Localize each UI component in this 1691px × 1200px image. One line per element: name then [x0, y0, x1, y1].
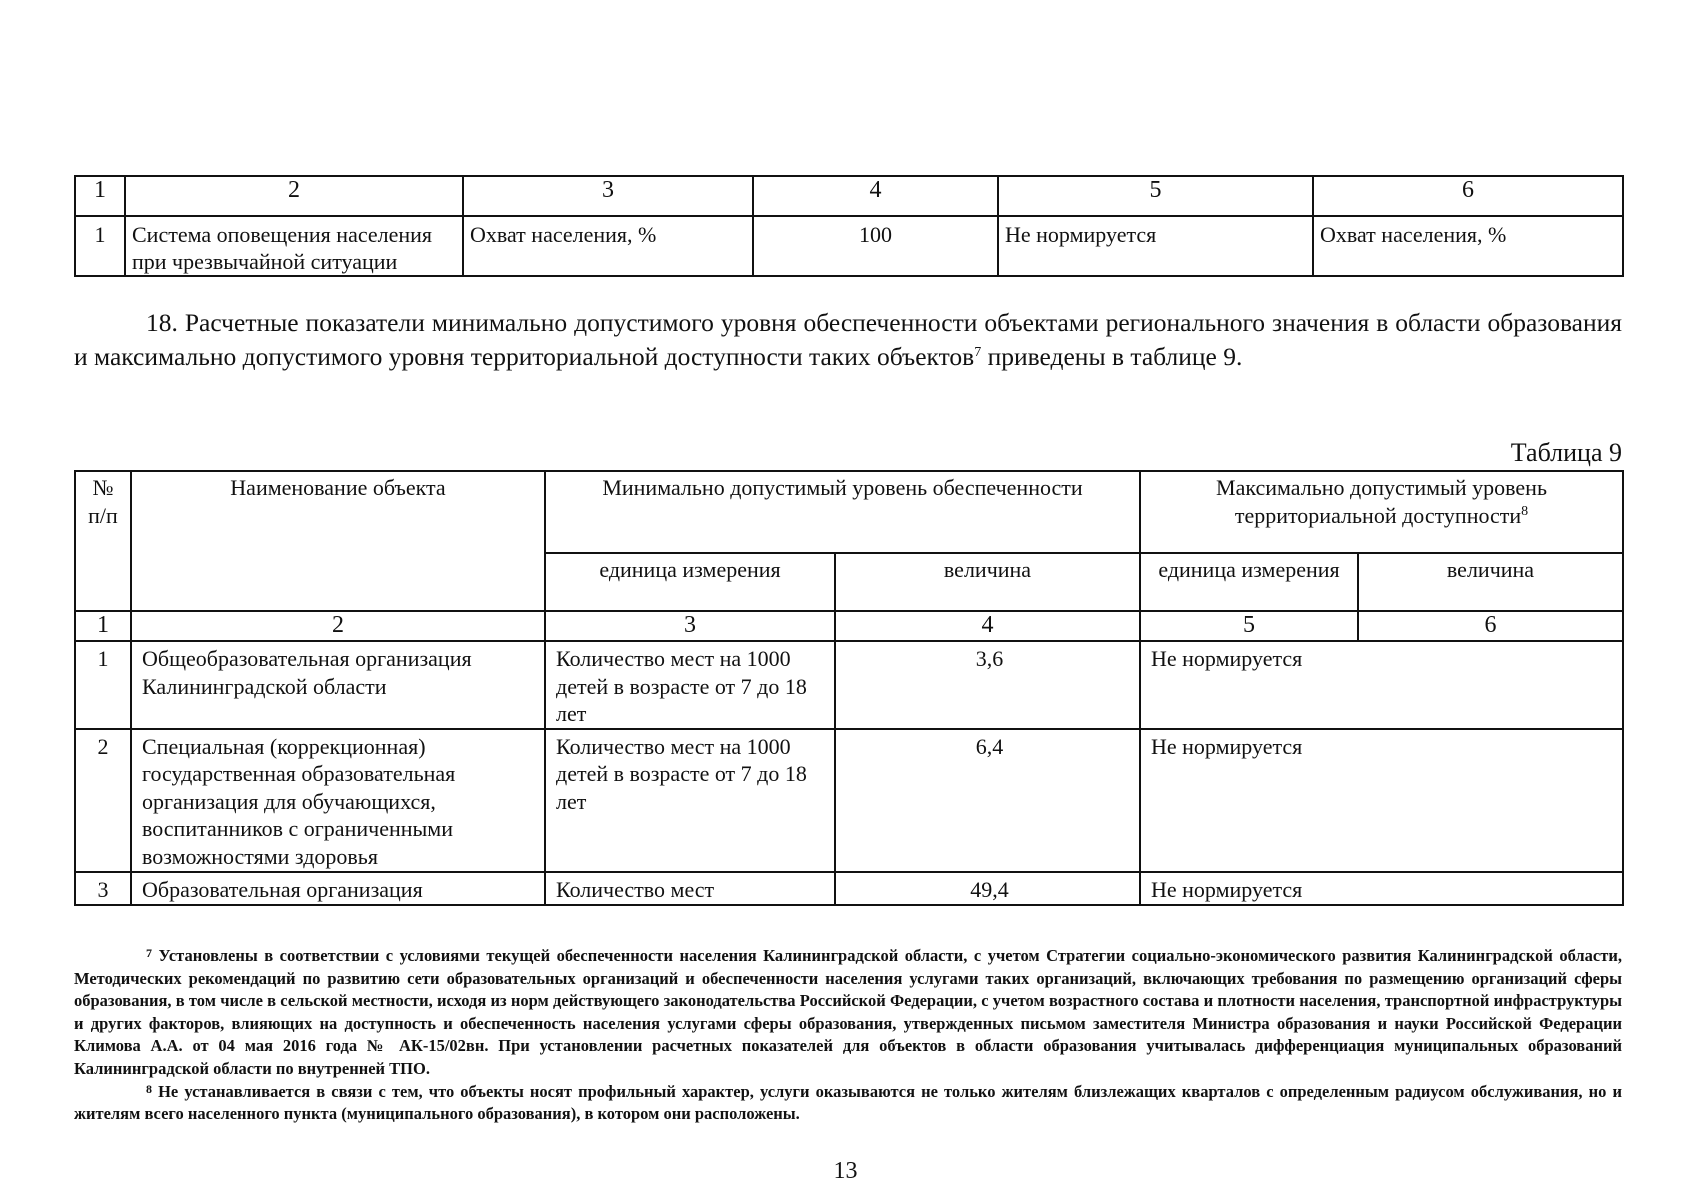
table-row — [75, 872, 1623, 905]
access-cell: Не нормируется — [998, 216, 1313, 276]
col-number: 3 — [545, 611, 835, 641]
header-unit: единица измерения — [545, 553, 835, 611]
paragraph-text-end: приведены в таблице 9. — [981, 342, 1243, 371]
row-number: 1 — [75, 216, 125, 276]
footnote-mark: 8 — [146, 1081, 152, 1096]
col-number: 5 — [1140, 611, 1358, 641]
table-header-row — [75, 176, 1623, 216]
unit-cell: Количество мест на 1000 детей в возрасте от 7 до 18 лет — [545, 641, 835, 729]
object-name: Специальная (коррекционная) государственная образовательная организация для обучающихся, воспитанников с ограниченными возможностями здоровья — [131, 729, 545, 872]
unit-cell: Количество мест на 1000 детей в возрасте от 7 до 18 лет — [545, 729, 835, 872]
col-number: 6 — [1313, 176, 1623, 216]
header-min-level: Минимально допустимый уровень обеспеченности — [545, 471, 1140, 553]
object-name: Общеобразовательная организация Калининградской области — [131, 641, 545, 729]
header-max-level — [1140, 471, 1623, 553]
access-cell: Не нормируется — [1140, 729, 1623, 872]
unit-cell: Охват населения, % — [463, 216, 753, 276]
paragraph-text: 18. Расчетные показатели минимально допустимого уровня обеспеченности объектами регионального значения в области образования и максимально допустимого уровня территориальной доступности таких объектов — [74, 308, 1622, 371]
footnote-mark: 7 — [146, 946, 152, 960]
footnote-ref-8: 8 — [1521, 503, 1529, 519]
footnote-8 — [74, 1081, 1622, 1126]
value-cell: 3,6 — [835, 641, 1140, 729]
col-number: 3 — [463, 176, 753, 216]
table-row — [75, 216, 1623, 276]
footnote-ref-7: 7 — [974, 345, 982, 360]
row-number: 3 — [75, 872, 131, 905]
unit-cell: Количество мест — [545, 872, 835, 905]
col-number: 1 — [75, 611, 131, 641]
col-number: 2 — [131, 611, 545, 641]
value-cell: 100 — [753, 216, 998, 276]
table-header-row — [75, 471, 1623, 553]
header-max-level-text: Максимально допустимый уровень территориальной доступности — [1216, 475, 1547, 528]
col-number: 4 — [753, 176, 998, 216]
column-numbers-row — [75, 611, 1623, 641]
header-name: Наименование объекта — [131, 471, 545, 611]
value-cell: 49,4 — [835, 872, 1140, 905]
header-num: № п/п — [75, 471, 131, 611]
table-row — [75, 641, 1623, 729]
col-number: 5 — [998, 176, 1313, 216]
footnote-7 — [74, 945, 1622, 1081]
header-value: величина — [835, 553, 1140, 611]
table-caption: Таблица 9 — [1510, 438, 1622, 467]
row-number: 2 — [75, 729, 131, 872]
object-name: Образовательная организация — [131, 872, 545, 905]
footnote-text: Установлены в соответствии с условиями текущей обеспеченности населения Калининградской области, с учетом Стратегии социально-экономического развития Калининградской области, Методических рекомендаций по развитию сети образовательных организаций и обеспеченности населения услугами таких организаций, включающих требования по размещению организаций сферы образования, в том числе в сельской местности, исходя из норм действующего законодательства Российской Федерации, с учетом возрастного состава и плотности населения, транспортной инфраструктуры и других факторов, влияющих на доступность и обеспеченность населения услугами сферы образования, утвержденных письмом заместителя Министра образования и науки Российской Федерации Климова А.А. от 04 мая 2016 года № АК-15/02вн. При установлении расчетных показателей для объектов в области образования учитывалась дифференциация муниципальных образований Калининградской области по внутренней ТПО. — [74, 946, 1622, 1078]
paragraph-18 — [74, 306, 1622, 374]
table-row — [75, 729, 1623, 872]
footnotes — [74, 945, 1622, 1126]
table-9 — [74, 470, 1624, 906]
header-value-2: величина — [1358, 553, 1623, 611]
access-cell: Не нормируется — [1140, 872, 1623, 905]
row-number: 1 — [75, 641, 131, 729]
header-unit-2: единица измерения — [1140, 553, 1358, 611]
col-number: 1 — [75, 176, 125, 216]
page-number: 13 — [833, 1158, 858, 1184]
access-unit-cell: Охват населения, % — [1313, 216, 1623, 276]
value-cell: 6,4 — [835, 729, 1140, 872]
continued-table — [74, 175, 1624, 277]
footnote-text: Не устанавливается в связи с тем, что объекты носят профильный характер, услуги оказываются не только жителям близлежащих кварталов с определенным радиусом обслуживания, но и жителям всего населенного пункта (муниципального образования), в котором они расположены. — [74, 1081, 1622, 1124]
access-cell: Не нормируется — [1140, 641, 1623, 729]
col-number: 6 — [1358, 611, 1623, 641]
col-number: 4 — [835, 611, 1140, 641]
object-name: Система оповещения населения при чрезвычайной ситуации — [125, 216, 463, 276]
col-number: 2 — [125, 176, 463, 216]
